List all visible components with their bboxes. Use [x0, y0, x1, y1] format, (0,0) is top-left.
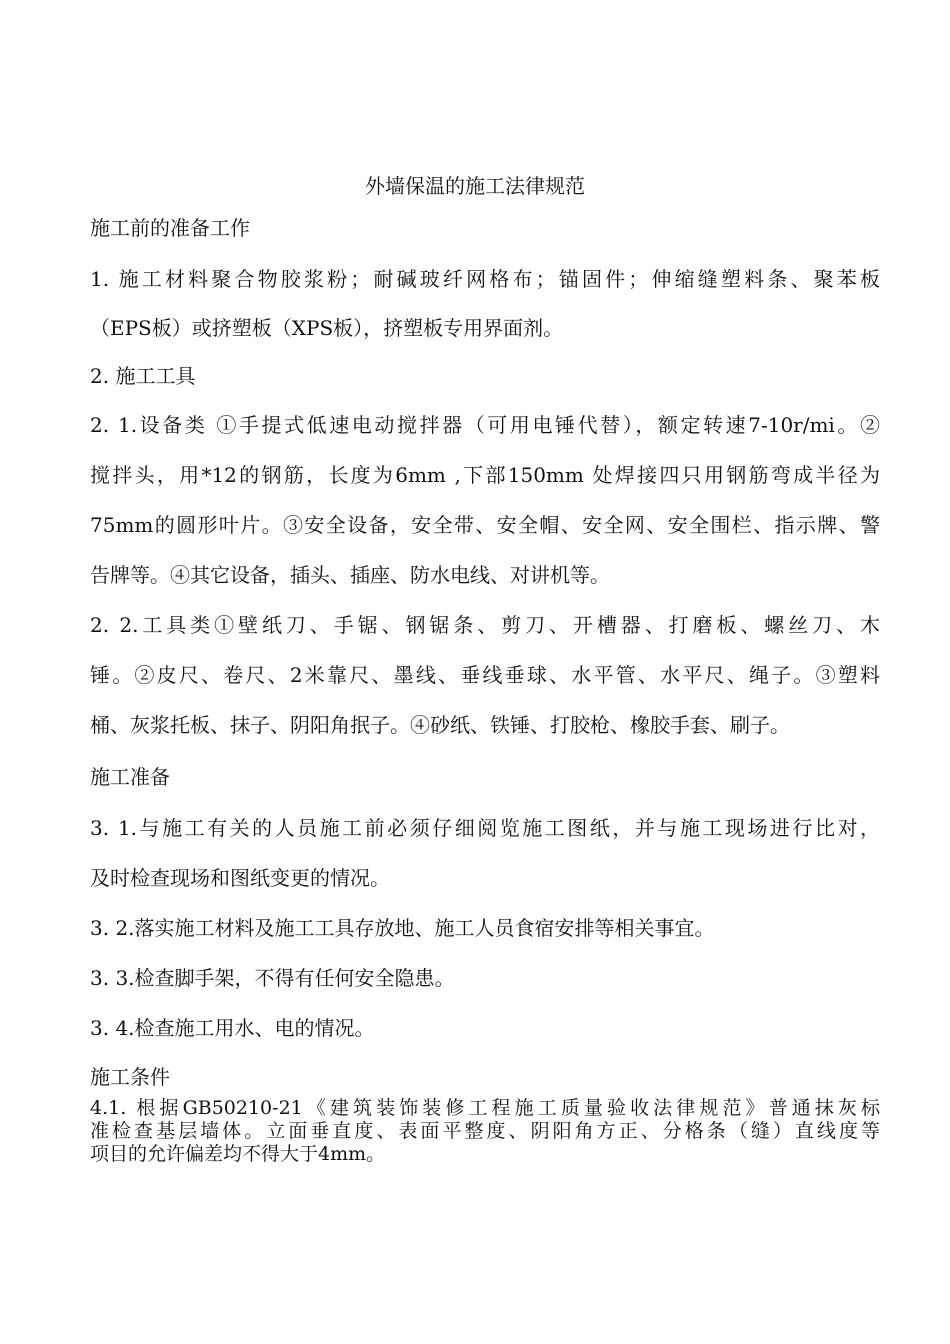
paragraph-line: 3. 2.落实施工材料及施工工具存放地、施工人员食宿安排等相关事宜。	[90, 916, 715, 940]
section-heading-construction-preparation: 施工准备	[90, 765, 170, 789]
paragraph-line: 4.1. 根据GB50210-21《建筑装饰装修工程施工质量验收法律规范》普通抹灰标	[90, 1097, 880, 1119]
document-title: 外墙保温的施工法律规范	[365, 174, 585, 198]
paragraph-line: 75mm的圆形叶片。③安全设备，安全带、安全帽、安全网、安全围栏、指示牌、警	[90, 513, 880, 537]
paragraph-line: （EPS板）或挤塑板（XPS板），挤塑板专用界面剂。	[90, 316, 564, 340]
paragraph-line: 2. 1.设备类 ①手提式低速电动搅拌器（可用电锤代替），额定转速7-10r/mi。②	[90, 413, 880, 437]
paragraph-line: 桶、灰浆托板、抹子、阴阳角抿子。④砂纸、铁锤、打胶枪、橡胶手套、刷子。	[90, 713, 790, 737]
section-heading-preparation: 施工前的准备工作	[90, 216, 250, 240]
paragraph-line: 2. 2.工具类①壁纸刀、手锯、钢锯条、剪刀、开槽器、打磨板、螺丝刀、木	[90, 613, 880, 637]
paragraph-line: 告牌等。④其它设备，插头、插座、防水电线、对讲机等。	[90, 563, 610, 587]
paragraph-line: 搅拌头，用*12的钢筋，长度为6mm ,下部150mm 处焊接四只用钢筋弯成半径为	[90, 463, 880, 487]
paragraph-line: 2. 施工工具	[90, 364, 196, 388]
paragraph-line: 准检查基层墙体。立面垂直度、表面平整度、阴阳角方正、分格条（缝）直线度等	[90, 1120, 880, 1142]
paragraph-line: 锤。②皮尺、卷尺、2米靠尺、墨线、垂线垂球、水平管、水平尺、绳子。③塑料	[90, 663, 880, 687]
section-heading-construction-conditions: 施工条件	[90, 1065, 170, 1089]
paragraph-line: 3. 4.检查施工用水、电的情况。	[90, 1016, 375, 1040]
paragraph-line: 3. 3.检查脚手架，不得有任何安全隐患。	[90, 966, 455, 990]
paragraph-line: 1. 施工材料聚合物胶浆粉；耐碱玻纤网格布；锚固件；伸缩缝塑料条、聚苯板	[90, 267, 880, 291]
paragraph-line: 3. 1.与施工有关的人员施工前必须仔细阅览施工图纸，并与施工现场进行比对，	[90, 816, 880, 840]
paragraph-line: 及时检查现场和图纸变更的情况。	[90, 866, 390, 890]
paragraph-line: 项目的允许偏差均不得大于4mm。	[90, 1143, 386, 1165]
